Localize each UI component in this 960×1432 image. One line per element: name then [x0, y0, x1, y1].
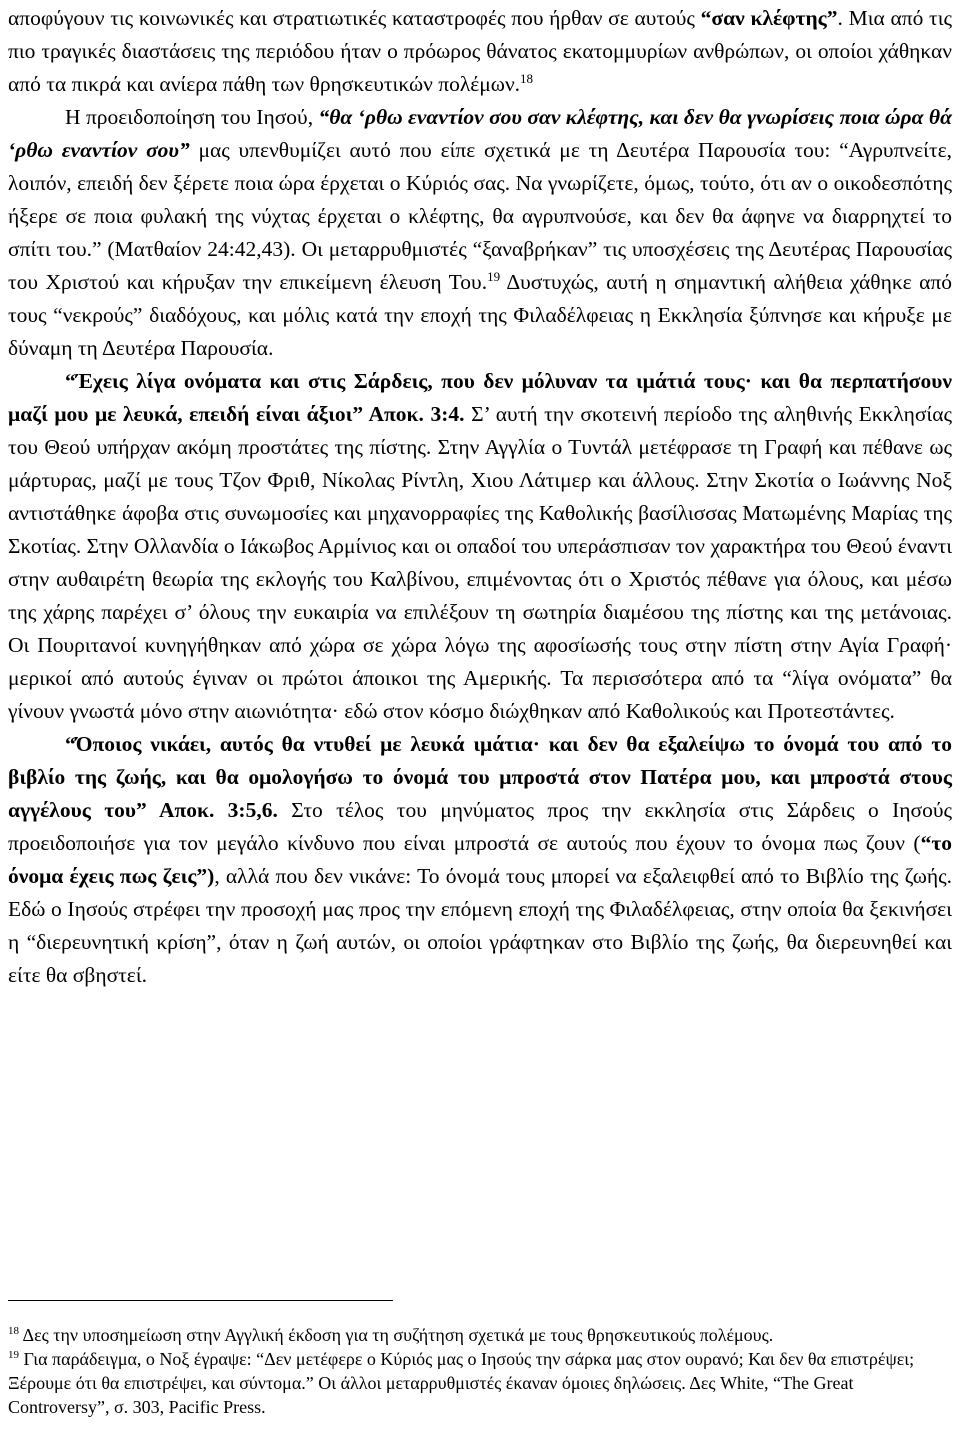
- footnote-divider: [8, 1300, 393, 1301]
- paragraph-3: [8, 365, 952, 728]
- p2-text-c: Δυστυχώς, αυτή η σημαντική αλήθεια χάθηκε από τους “νεκρούς” διαδόχους, και μόλις κατά την εποχή της Φιλαδέλφειας η Εκκλησία ξύπνησε και κήρυξε με δύναμη τη Δευτέρα Παρουσία.: [8, 270, 952, 360]
- p1-text-b: . Μια από τις πιο τραγικές διαστάσεις της περιόδου ήταν ο πρόωρος θάνατος εκατομμυρίων ανθρώπων, οι οποίοι χάθηκαν από τα πικρά και ανίερα πάθη των θρησκευτικών πολέμων.: [8, 6, 952, 96]
- p4-scripture-quote: “Όποιος νικάει, αυτός θα ντυθεί με λευκά ιμάτια· και δεν θα εξαλείψω το όνομά του από το βιβλίο της ζωής, και θα ομολογήσω το όνομά του μπροστά στον Πατέρα μου, και μπροστά στους αγγέλους του” Αποκ. 3:5,6.: [8, 732, 952, 822]
- footnote-19: [8, 1347, 952, 1419]
- p3-scripture-quote: “Έχεις λίγα ονόματα και στις Σάρδεις, που δεν μόλυναν τα ιμάτιά τους· και θα περπατήσουν μαζί μου με λευκά, επειδή είναι άξιοι” Αποκ. 3:4.: [8, 369, 952, 426]
- p2-text-a: Η προειδοποίηση του Ιησού,: [65, 105, 319, 129]
- p4-quote-name: “το όνομα έχεις πως ζεις”): [8, 831, 952, 888]
- footnotes-section: [8, 1300, 952, 1419]
- p4-text-a: Στο τέλος του μηνύματος προς την εκκλησία στις Σάρδεις ο Ιησούς προειδοποιήσε για τον μεγάλο κίνδυνο που είναι μπροστά σε αυτούς που έχουν το όνομα πως ζουν (: [8, 798, 952, 855]
- p2-scripture-quote: “θα ‘ρθω εναντίον σου σαν κλέφτης, και δεν θα γνωρίσεις ποια ώρα θά ‘ρθω εναντίον σου”: [8, 105, 952, 162]
- p1-text-a: αποφύγουν τις κοινωνικές και στρατιωτικές καταστροφές που ήρθαν σε αυτούς: [8, 6, 701, 30]
- main-text: [8, 0, 952, 992]
- paragraph-4: [8, 728, 952, 992]
- footnote-18: [8, 1323, 952, 1347]
- paragraph-2: [8, 101, 952, 365]
- footnote-text: Για παράδειγμα, ο Νοξ έγραψε: “Δεν μετέφερε ο Κύριός μας ο Ιησούς την σάρκα μας στον ουρανό; Και δεν θα επιστρέψει; Ξέρουμε ότι θα επιστρέψει, και σύντομα.” Οι άλλοι μεταρρυθμιστές έκαναν όμοιες δηλώσεις. Δες White, “The Great Controversy”, σ. 303, Pacific Press.: [8, 1349, 915, 1417]
- footnote-text: Δες την υποσημείωση στην Αγγλική έκδοση για τη συζήτηση σχετικά με τους θρησκευτικούς πολέμους.: [22, 1325, 774, 1345]
- paragraph-1: [8, 2, 952, 101]
- p1-quote-thief: “σαν κλέφτης”: [700, 6, 838, 30]
- footnote-ref-19[interactable]: 19: [487, 268, 501, 284]
- footnote-number: 19: [8, 1349, 19, 1361]
- footnote-ref-18[interactable]: 18: [520, 70, 534, 86]
- p3-text: Σ’ αυτή την σκοτεινή περίοδο της αληθινής Εκκλησίας του Θεού υπήρχαν ακόμη προστάτες της πίστης. Στην Αγγλία ο Τυντάλ μετέφρασε τη Γραφή και πέθανε ως μάρτυρας, μαζί με τους Τζον Φριθ, Νίκολας Ρίντλη, Χιου Λάτιμερ και άλλους. Στην Σκοτία ο Ιωάννης Νοξ αντιστάθηκε άφοβα στις συνωμοσίες και μηχανορραφίες της Καθολικής βασίλισσας Ματωμένης Μαρίας της Σκοτίας. Στην Ολλανδία ο Ιάκωβος Αρμίνιος και οι οπαδοί του υπεράσπισαν τον χαρακτήρα του Θεού έναντι στην αυθαιρέτη θεωρία της εκλογής του Καλβίνου, επιμένοντας ότι ο Χριστός πέθανε για όλους, και μέσω της χάρης παρέχει σ’ όλους την ευκαιρία να επιλέξουν τη σωτηρία διαμέσου της πίστης και της μετάνοιας. Οι Πουριτανοί κυνηγήθηκαν από χώρα σε χώρα λόγω της αφοσίωσής τους στην πίστη στην Αγία Γραφή· μερικοί από αυτούς έγιναν οι πρώτοι άποικοι της Αμερικής. Τα περισσότερα από τα “λίγα ονόματα” θα γίνουν γνωστά μόνο στην αιωνιότητα· εδώ στον κόσμο διώχθηκαν από Καθολικούς και Προτεστάντες.: [8, 402, 952, 723]
- p4-text-b: , αλλά που δεν νικάνε: Το όνομά τους μπορεί να εξαλειφθεί από το Βιβλίο της ζωής. Εδώ ο Ιησούς στρέφει την προσοχή μας προς την επόμενη εποχή της Φιλαδέλφειας, στην οποία θα ξεκινήσει η “διερευνητική κρίση”, όταν η ζωή αυτών, οι οποίοι γράφτηκαν στο Βιβλίο της ζωής, θα διερευνηθεί και είτε θα σβηστεί.: [8, 864, 952, 987]
- footnote-number: 18: [8, 1325, 19, 1337]
- p2-text-b: μας υπενθυμίζει αυτό που είπε σχετικά με τη Δευτέρα Παρουσία του: “Αγρυπνείτε, λοιπόν, επειδή δεν ξέρετε ποια ώρα έρχεται ο Κύριός σας. Να γνωρίζετε, όμως, τούτο, ότι αν ο οικοδεσπότης ήξερε σε ποια φυλακή της νύχτας έρχεται ο κλέφτης, θα αγρυπνούσε, και δεν θα άφηνε να διαρρηχτεί το σπίτι του.” (Ματθαίον 24:42,43). Οι μεταρρυθμιστές “ξαναβρήκαν” τις υποσχέσεις της Δευτέρας Παρουσίας του Χριστού και κήρυξαν την επικείμενη έλευση Του.: [8, 138, 952, 294]
